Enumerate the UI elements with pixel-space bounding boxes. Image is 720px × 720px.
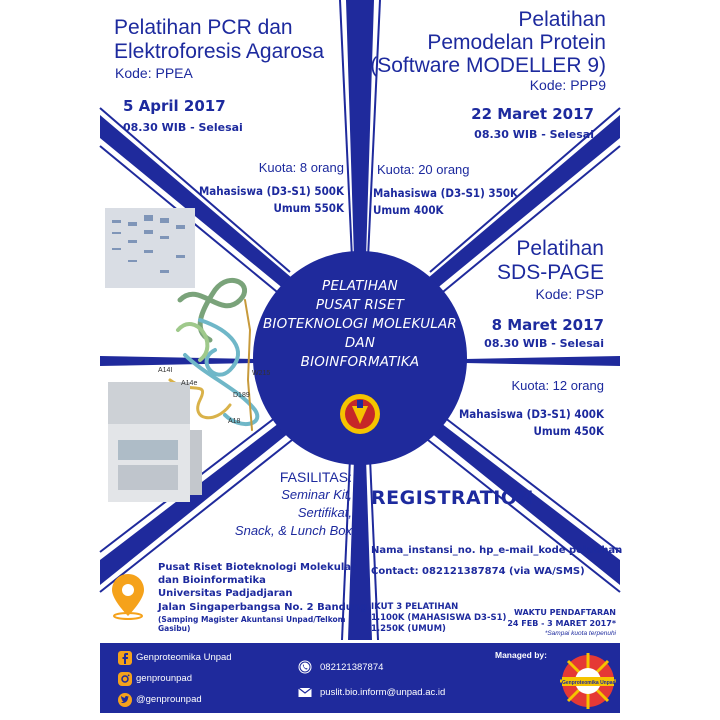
address-line5: (Samping Magister Akuntansi Unpad/Telkom Gasibu) bbox=[158, 615, 346, 633]
bundle-block bbox=[371, 602, 506, 635]
center-line1: PELATIHAN bbox=[322, 278, 398, 294]
protein-label: A14I bbox=[158, 367, 173, 374]
registration-heading: REGISTRATION bbox=[371, 487, 534, 509]
bundle-line1: 1.100K (MAHASISWA D3-S1) bbox=[371, 613, 507, 623]
modeller-title-line2: Pemodelan Protein bbox=[427, 31, 606, 54]
instagram-handle[interactable]: genprounpad bbox=[136, 673, 192, 684]
location-pin-icon bbox=[112, 574, 144, 619]
twitter-icon[interactable] bbox=[118, 693, 132, 707]
fasilitas-block bbox=[220, 468, 352, 540]
fasilitas-line1: Seminar Kit, bbox=[281, 487, 352, 502]
protein-label: D189 bbox=[233, 392, 250, 399]
instagram-icon[interactable] bbox=[118, 672, 132, 686]
pcr-price-mahasiswa: Mahasiswa (D3-S1) 500K bbox=[198, 184, 344, 198]
waktu-block bbox=[490, 608, 616, 638]
pcr-kuota: Kuota: 8 orang bbox=[258, 160, 344, 175]
email-icon[interactable] bbox=[298, 685, 312, 699]
genproteomika-logo-text: Genproteomika Unpad bbox=[562, 680, 616, 686]
pcr-kode: Kode: PPEA bbox=[115, 65, 193, 81]
registration-format: Nama_instansi_no. hp_e-mail_kode pelatihan bbox=[371, 545, 623, 556]
protein-label: A18 bbox=[228, 418, 241, 425]
fasilitas-heading: FASILITAS: bbox=[279, 469, 352, 485]
sds-time: 08.30 WIB - Selesai bbox=[484, 337, 604, 350]
sds-date: 8 Maret 2017 bbox=[491, 316, 604, 334]
bundle-heading: IKUT 3 PELATIHAN bbox=[371, 602, 459, 612]
address-line3: Universitas Padjadjaran bbox=[158, 588, 293, 599]
sds-title-line1: Pelatihan bbox=[516, 237, 604, 260]
twitter-handle[interactable]: @genprounpad bbox=[136, 694, 202, 705]
sds-price-mahasiswa: Mahasiswa (D3-S1) 400K bbox=[458, 407, 604, 421]
registration-contact[interactable]: Contact: 082121387874 (via WA/SMS) bbox=[371, 566, 585, 577]
sds-kode: Kode: PSP bbox=[535, 286, 604, 302]
modeller-price-umum: Umum 400K bbox=[373, 203, 444, 217]
center-line5: BIOINFORMATIKA bbox=[300, 354, 420, 370]
whatsapp-icon[interactable] bbox=[298, 660, 312, 674]
modeller-kode: Kode: PPP9 bbox=[529, 77, 606, 93]
bundle-line2: 1.250K (UMUM) bbox=[371, 624, 446, 634]
center-line3: BIOTEKNOLOGI MOLEKULAR bbox=[262, 316, 458, 332]
sds-price-umum: Umum 450K bbox=[533, 424, 604, 438]
university-seal bbox=[340, 394, 380, 434]
center-line2: PUSAT RISET bbox=[315, 297, 405, 313]
pcr-title-line1: Pelatihan PCR dan bbox=[114, 16, 293, 39]
pcr-machine bbox=[108, 382, 202, 502]
waktu-note: *Sampai kuota terpenuhi bbox=[544, 630, 616, 637]
facebook-handle[interactable]: Genproteomika Unpad bbox=[136, 652, 232, 663]
footer-bar bbox=[100, 643, 620, 713]
pcr-date: 5 April 2017 bbox=[123, 97, 226, 115]
whatsapp-number[interactable]: 082121387874 bbox=[320, 662, 384, 673]
modeller-kuota: Kuota: 20 orang bbox=[377, 162, 470, 177]
fasilitas-line2: Sertifikat, bbox=[297, 505, 352, 520]
pcr-price-umum: Umum 550K bbox=[273, 201, 344, 215]
pcr-time: 08.30 WIB - Selesai bbox=[123, 121, 243, 134]
fasilitas-line3: Snack, & Lunch Box bbox=[234, 523, 352, 538]
address-line4: Jalan Singaperbangsa No. 2 Bandung bbox=[158, 602, 368, 613]
pcr-title-line2: Elektroforesis Agarosa bbox=[114, 40, 325, 63]
protein-label: W215 bbox=[252, 370, 271, 377]
modeller-title-line3: (Software MODELLER 9) bbox=[370, 54, 606, 77]
address-line1: Pusat Riset Bioteknologi Molekular bbox=[158, 562, 356, 573]
center-line4: DAN bbox=[344, 335, 376, 351]
protein-label: A14e bbox=[181, 380, 198, 387]
managed-by-label: Managed by: bbox=[495, 650, 547, 660]
address-block bbox=[158, 561, 368, 633]
modeller-title-line1: Pelatihan bbox=[518, 8, 606, 31]
modeller-time: 08.30 WIB - Selesai bbox=[474, 128, 594, 141]
modeller-date: 22 Maret 2017 bbox=[471, 105, 594, 123]
address-line2: dan Bioinformatika bbox=[158, 575, 266, 586]
waktu-dates: 24 FEB - 3 MARET 2017* bbox=[507, 619, 616, 628]
email-address[interactable]: puslit.bio.inform@unpad.ac.id bbox=[320, 687, 446, 698]
sds-kuota: Kuota: 12 orang bbox=[511, 378, 604, 393]
modeller-price-mahasiswa: Mahasiswa (D3-S1) 350K bbox=[373, 186, 519, 200]
facebook-icon[interactable] bbox=[118, 651, 132, 665]
gel-image bbox=[105, 208, 195, 288]
sds-title-line2: SDS-PAGE bbox=[497, 261, 604, 284]
center-title bbox=[253, 277, 467, 372]
waktu-heading: WAKTU PENDAFTARAN bbox=[514, 608, 616, 617]
